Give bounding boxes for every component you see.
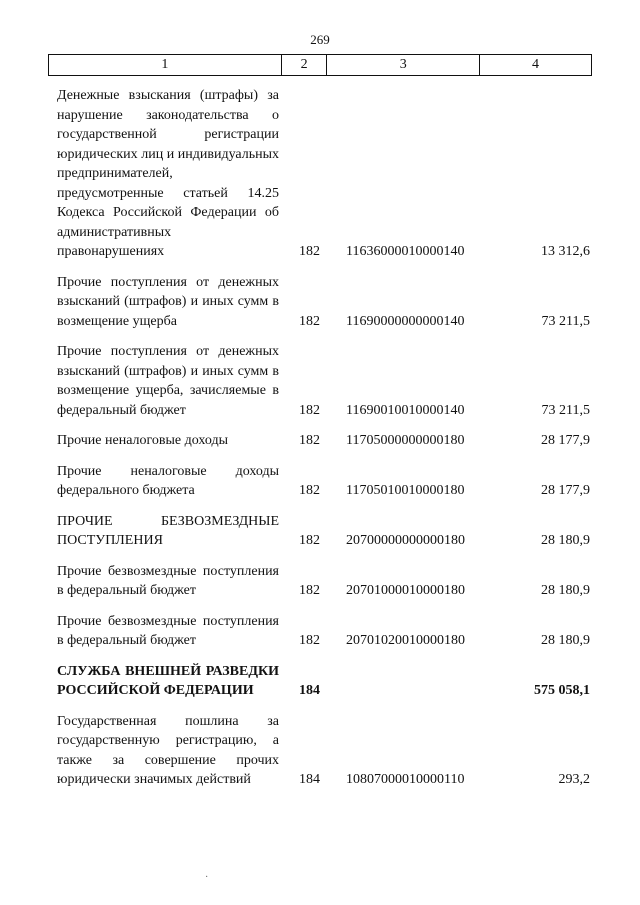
table-row [57, 712, 592, 790]
table-row [57, 612, 592, 651]
row-admin-code: 182 [299, 633, 320, 648]
table-row [57, 462, 592, 501]
row-name: Прочие безвозмездные поступления в федеральный бюджет [57, 613, 279, 648]
row-amount: 575 058,1 [534, 683, 590, 698]
table-row [57, 562, 592, 601]
row-amount: 28 180,9 [541, 533, 590, 548]
row-kbk-code: 20700000000000180 [346, 533, 465, 548]
table-row [57, 662, 592, 701]
row-admin-code: 182 [299, 533, 320, 548]
row-admin-code: 182 [299, 433, 320, 448]
row-name: Прочие поступления от денежных взысканий (штрафов) и иных сумм в возмещение ущерба, зачисляемые в федеральный бюджет [57, 344, 279, 418]
header-row [49, 55, 592, 76]
row-name: Денежные взыскания (штрафы) за нарушение законодательства о государственной регистрации юридических лиц и индивидуальных предпринимателей, предусмотренные статьей 14.25 Кодекса Российской Федерации об административных правонарушениях [57, 88, 279, 259]
row-amount: 28 177,9 [541, 483, 590, 498]
row-kbk-code: 10807000010000110 [346, 772, 465, 787]
header-col-2: 2 [281, 55, 327, 76]
row-admin-code: 182 [299, 483, 320, 498]
row-name: Прочие безвозмездные поступления в федеральный бюджет [57, 563, 279, 598]
scan-dot: · [205, 872, 209, 883]
table-row [57, 512, 592, 551]
row-kbk-code: 20701000010000180 [346, 583, 465, 598]
row-name: ПРОЧИЕ БЕЗВОЗМЕЗДНЫЕ ПОСТУПЛЕНИЯ [57, 513, 279, 548]
row-kbk-code: 11705000000000180 [346, 433, 465, 448]
header-col-3: 3 [327, 55, 480, 76]
table-row [57, 342, 592, 420]
row-amount: 28 177,9 [541, 433, 590, 448]
row-kbk-code: 11636000010000140 [346, 244, 465, 259]
row-kbk-code: 11690000000000140 [346, 313, 465, 329]
page-number: 269 [310, 32, 330, 47]
row-amount: 28 180,9 [541, 583, 590, 598]
row-amount: 28 180,9 [541, 633, 590, 648]
row-name: СЛУЖБА ВНЕШНЕЙ РАЗВЕДКИ РОССИЙСКОЙ ФЕДЕРАЦИИ [57, 663, 279, 698]
row-kbk-code: 20701020010000180 [346, 633, 465, 648]
row-amount: 293,2 [558, 772, 590, 787]
row-kbk-code: 11690010010000140 [346, 402, 465, 418]
header-col-1: 1 [49, 55, 282, 76]
row-name: Прочие неналоговые доходы федерального бюджета [57, 463, 279, 498]
row-amount: 73 211,5 [541, 313, 590, 329]
row-amount: 73 211,5 [541, 402, 590, 418]
column-header-table [48, 54, 592, 76]
row-name: Прочие неналоговые доходы [57, 433, 229, 448]
row-amount: 13 312,6 [541, 244, 590, 259]
header-col-4: 4 [480, 55, 592, 76]
row-name: Прочие поступления от денежных взысканий (штрафов) и иных сумм в возмещение ущерба [57, 274, 279, 329]
row-admin-code: 182 [299, 313, 320, 329]
row-kbk-code: 11705010010000180 [346, 483, 465, 498]
table-row [57, 431, 592, 451]
row-admin-code: 184 [299, 772, 320, 787]
row-admin-code: 182 [299, 402, 320, 418]
row-admin-code: 182 [299, 244, 320, 259]
row-admin-code: 182 [299, 583, 320, 598]
row-name: Государственная пошлина за государственную регистрацию, а также за совершение прочих юридически значимых действий [57, 713, 279, 787]
row-admin-code: 184 [299, 683, 320, 698]
table-row [57, 273, 592, 332]
table-row [57, 86, 592, 262]
table-body [57, 86, 592, 801]
